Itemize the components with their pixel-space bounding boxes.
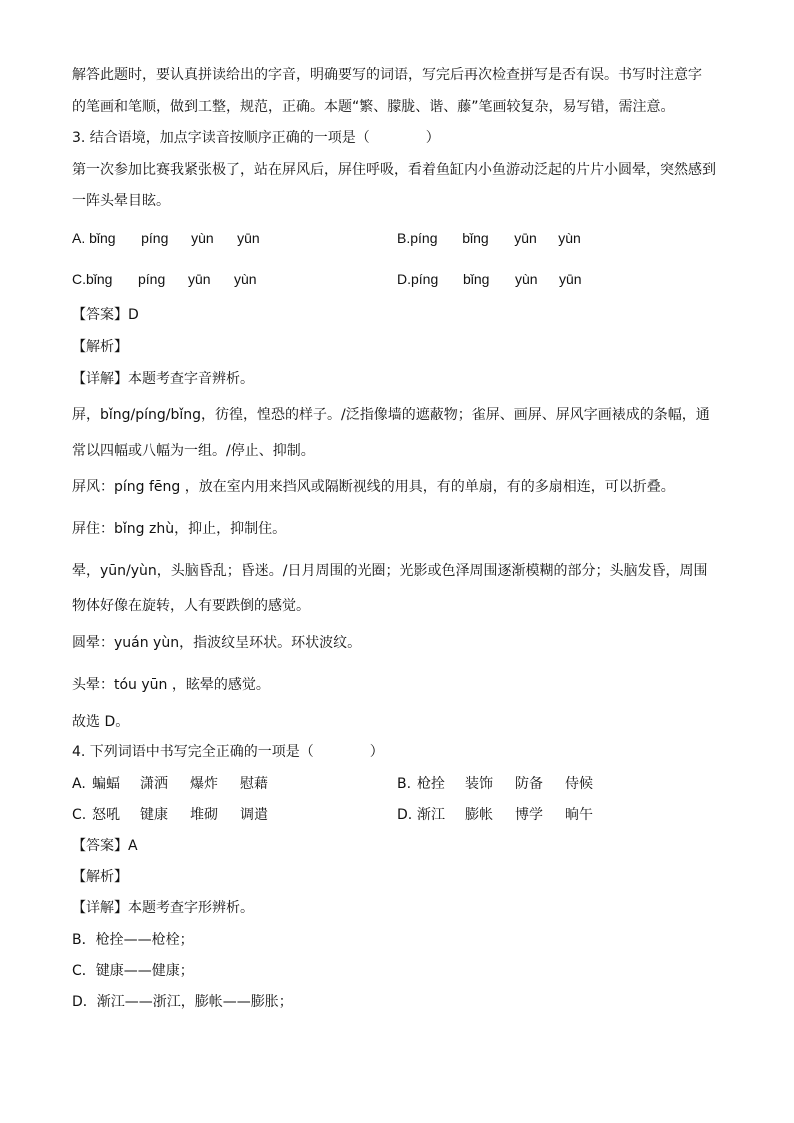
option-item: yùn [234, 271, 257, 287]
option-item: 潇洒 [140, 776, 168, 792]
option-label: A. [72, 776, 86, 792]
option-item: 键康 [140, 807, 168, 823]
option-item: yūn [559, 271, 582, 287]
option-item: yūn [188, 271, 211, 287]
q4-answer: 【答案】A [72, 838, 138, 854]
option-label: A. [72, 230, 86, 246]
option-item: 侍候 [565, 776, 593, 792]
q3-explanation-4b: 物体好像在旋转，人有要跌倒的感觉。 [72, 598, 310, 614]
q3-option-a [72, 229, 260, 247]
option-item: bǐng [89, 230, 116, 246]
option-item: 爆炸 [190, 776, 218, 792]
option-item: bǐng [463, 271, 490, 287]
q3-conclusion: 故选 D。 [72, 714, 130, 730]
option-item: 调遣 [240, 807, 268, 823]
option-item: 堆砌 [190, 807, 218, 823]
q4-stem: 4. 下列词语中书写完全正确的一项是（ ） [72, 744, 384, 760]
q3-explanation-3: 屏住：bǐng zhù，抑止，抑制住。 [72, 521, 287, 537]
option-item: 慰藉 [240, 776, 268, 792]
option-item: yūn [237, 230, 260, 246]
option-item: yūn [514, 230, 537, 246]
q3-explanation-1a: 屏，bǐng/píng/bǐng，彷徨，惶恐的样子。/泛指像墙的遮蔽物；雀屏、画屏、屏风字画裱成的条幅，通 [72, 407, 710, 423]
q3-explanation-5: 圆晕：yuán yùn，指波纹呈环状。环状波纹。 [72, 635, 362, 651]
q4-option-a [72, 775, 268, 793]
option-item: 蝙蝠 [92, 776, 120, 792]
q4-analysis-heading: 【解析】 [72, 869, 128, 885]
q3-explanation-6: 头晕：tóu yūn ，眩晕的感觉。 [72, 677, 270, 693]
option-item: 枪拴 [417, 776, 445, 792]
q3-explanation-4a: 晕，yūn/yùn，头脑昏乱；昏迷。/日月周围的光圈；光影或色泽周围逐渐模糊的部分；头脑发昏，周围 [72, 563, 708, 579]
q4-option-d [397, 806, 593, 824]
option-label: C. [72, 807, 87, 823]
option-item: 装饰 [465, 776, 493, 792]
q4-option-c [72, 806, 268, 824]
intro-line-1: 解答此题时，要认真拼读给出的字音，明确要写的词语，写完后再次检查拼写是否有误。书写时注意字 [72, 67, 702, 83]
option-item: yùn [515, 271, 538, 287]
q3-explanation-1b: 常以四幅或八幅为一组。/停止、抑制。 [72, 443, 315, 459]
q3-analysis-heading: 【解析】 [72, 339, 128, 355]
option-item: píng [138, 271, 166, 287]
q4-option-b [397, 775, 593, 793]
q3-option-d [397, 270, 582, 288]
q4-correction-c: C．键康——健康； [72, 963, 194, 979]
option-item: bǐng [462, 230, 489, 246]
option-item: píng [410, 230, 438, 246]
option-item: 怒吼 [92, 807, 120, 823]
option-label: D. [397, 271, 411, 287]
q3-option-b [397, 229, 581, 247]
option-label: B. [397, 776, 412, 792]
q3-option-c [72, 270, 257, 288]
option-item: 防备 [515, 776, 543, 792]
q3-answer: 【答案】D [72, 307, 139, 323]
q3-detail-heading: 【详解】本题考查字音辨析。 [72, 371, 254, 387]
option-item: 晌午 [565, 807, 593, 823]
option-label: D. [397, 807, 413, 823]
option-item: 膨帐 [465, 807, 493, 823]
q4-correction-d: D．渐江——浙江，膨帐——膨胀； [72, 994, 293, 1010]
option-label: B. [397, 230, 411, 246]
q3-context-line-1: 第一次参加比赛我紧张极了，站在屏风后，屏住呼吸，看着鱼缸内小鱼游动泛起的片片小圆晕，突然感到 [72, 162, 716, 178]
q4-correction-b: B．枪拴——枪栓； [72, 932, 194, 948]
q4-detail-heading: 【详解】本题考查字形辨析。 [72, 900, 254, 916]
q3-stem: 3. 结合语境，加点字读音按顺序正确的一项是（ ） [72, 130, 440, 146]
intro-line-2: 的笔画和笔顺，做到工整，规范，正确。本题“繁、朦胧、谐、藤”笔画较复杂，易写错，需注意。 [72, 99, 675, 115]
q3-explanation-2: 屏风：píng fēng ，放在室内用来挡风或隔断视线的用具，有的单扇，有的多扇相连，可以折叠。 [72, 479, 675, 495]
option-item: yùn [191, 230, 214, 246]
option-label: C. [72, 271, 86, 287]
option-item: píng [141, 230, 169, 246]
option-item: 博学 [515, 807, 543, 823]
option-item: píng [411, 271, 439, 287]
option-item: yùn [558, 230, 581, 246]
option-item: bǐng [86, 271, 113, 287]
q3-context-line-2: 一阵头晕目眩。 [72, 193, 170, 209]
option-item: 渐江 [417, 807, 445, 823]
